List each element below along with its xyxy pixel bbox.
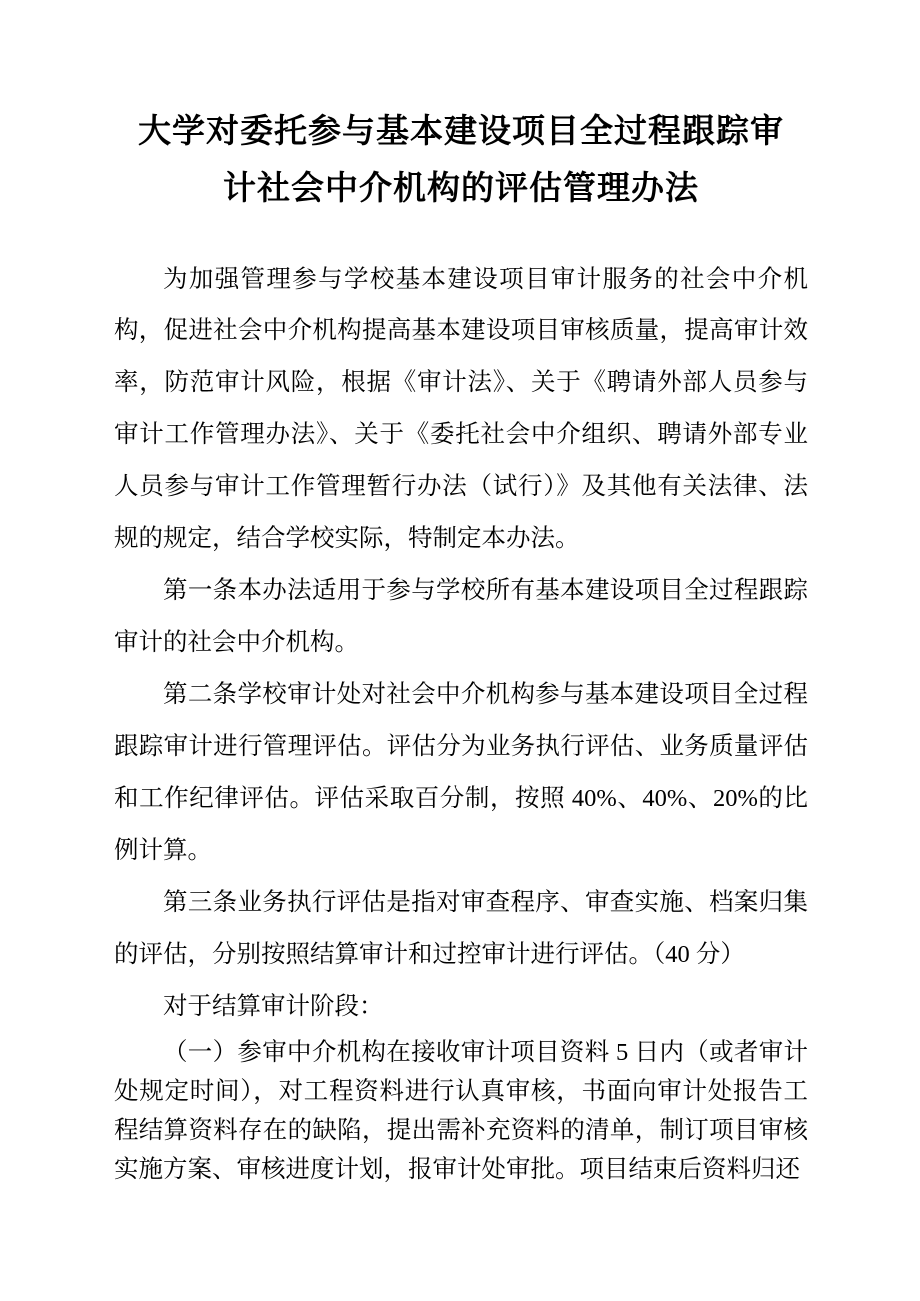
paragraph-article-3: 第三条业务执行评估是指对审查程序、审查实施、档案归集的评估，分别按照结算审计和过控审计进行评估。（40 分） <box>114 888 808 968</box>
document-body <box>114 254 808 1190</box>
paragraph-item-one: （一）参审中介机构在接收审计项目资料 5 日内（或者审计处规定时间），对工程资料进行认真审核，书面向审计处报告工程结算资料存在的缺陷，提出需补充资料的清单，制订项目审核实施方案、审核进度计划，报审计处审批。项目结束后资料归还 <box>114 1038 808 1184</box>
paragraph-article-2: 第二条学校审计处对社会中介机构参与基本建设项目全过程跟踪审计进行管理评估。评估分为业务执行评估、业务质量评估和工作纪律评估。评估采取百分制，按照 40%、40%、20%的比例计算。 <box>114 681 808 864</box>
document-title-line-2: 计社会中介机构的评估管理办法 <box>223 170 699 207</box>
document-title-line-1: 大学对委托参与基本建设项目全过程跟踪审 <box>138 114 784 150</box>
paragraph-preamble: 为加强管理参与学校基本建设项目审计服务的社会中介机构，促进社会中介机构提高基本建设项目审核质量，提高审计效率，防范审计风险，根据《审计法》、关于《聘请外部人员参与审计工作管理办法》、关于《委托社会中介组织、聘请外部专业人员参与审计工作管理暂行办法（试行）》及其他有关法律、法规的规定，结合学校实际，特制定本办法。 <box>114 265 808 553</box>
document-title <box>114 104 808 218</box>
paragraph-stage-heading: 对于结算审计阶段： <box>163 992 384 1020</box>
paragraph-article-1: 第一条本办法适用于参与学校所有基本建设项目全过程跟踪审计的社会中介机构。 <box>114 577 808 657</box>
